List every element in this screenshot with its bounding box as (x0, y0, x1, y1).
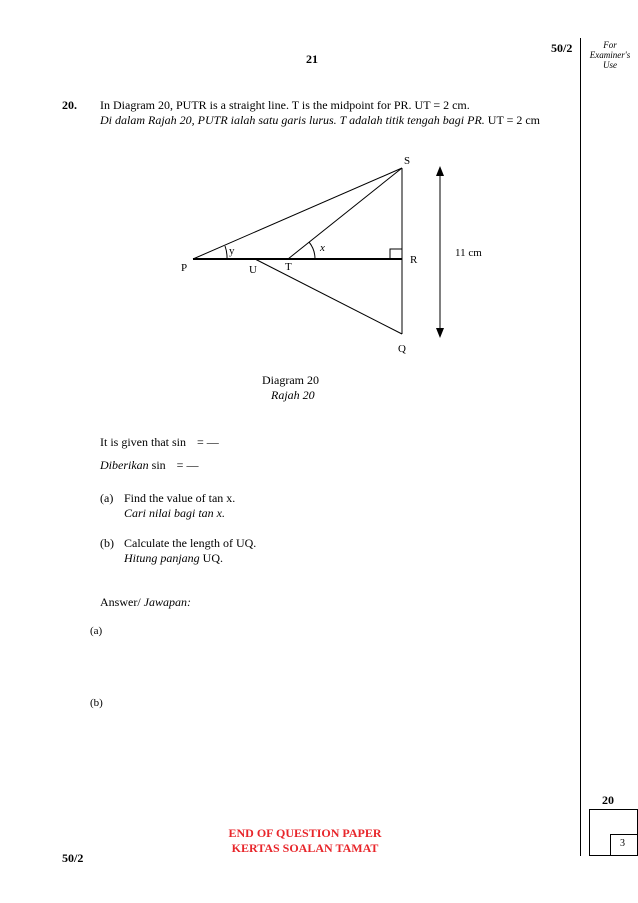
label-Q: Q (398, 343, 406, 355)
answer-label-en: Answer/ (100, 595, 141, 609)
given-en (100, 435, 219, 450)
label-angle-x: x (320, 242, 325, 254)
answer-part-b: (b) (90, 697, 103, 709)
paper-code-header: 50/2 (551, 41, 573, 55)
given-ms (100, 458, 198, 473)
end-of-paper-ms: KERTAS SOALAN TAMAT (231, 841, 379, 855)
given-en-equation: = — (197, 435, 219, 449)
examiner-header-line: Use (603, 60, 617, 70)
label-U: U (249, 264, 257, 276)
paper-code-footer: 50/2 (62, 851, 84, 865)
part-b-label: (b) (100, 536, 114, 550)
angle-arc-x (309, 242, 315, 259)
marks-question-number: 20 (602, 793, 614, 807)
height-arrow-head-top (436, 166, 444, 176)
diagram-caption-ms: Rajah 20 (271, 388, 315, 402)
height-arrow-head-bottom (436, 328, 444, 338)
label-R: R (410, 254, 418, 266)
right-angle-marker (390, 249, 402, 259)
answer-label-ms: Jawapan: (140, 595, 191, 609)
part-b-ms-tail: UQ. (199, 551, 224, 565)
line-PS (193, 168, 402, 259)
answer-part-a: (a) (90, 625, 103, 637)
examiner-header-line: For (603, 40, 617, 50)
question-text-en: In Diagram 20, PUTR is a straight line. T is the midpoint for PR. UT = 2 cm. (100, 98, 470, 112)
part-b-ms (124, 551, 223, 566)
label-height: 11 cm (455, 247, 482, 259)
given-ms-sin: sin (148, 458, 166, 472)
label-S: S (404, 155, 411, 167)
question-text-ms-tail: UT = 2 cm (484, 113, 541, 127)
answer-label (100, 595, 191, 610)
question-number: 20. (62, 98, 77, 112)
line-TS (288, 168, 402, 259)
given-ms-text: Diberikan (100, 458, 149, 472)
label-T: T (285, 261, 292, 273)
part-b-ms-italic: Hitung panjang (124, 551, 200, 565)
question-text-ms-italic: Di dalam Rajah 20, PUTR ialah satu garis lurus. T adalah titik tengah bagi PR. (100, 113, 485, 127)
label-angle-y: y (229, 245, 235, 257)
part-a-ms: Cari nilai bagi tan x. (124, 506, 226, 520)
part-a-label: (a) (100, 491, 114, 505)
angle-arc-y (225, 246, 227, 259)
marks-total: 3 (620, 838, 625, 849)
part-b-en: Calculate the length of UQ. (124, 536, 257, 550)
part-a-en: Find the value of tan x. (124, 491, 236, 505)
diagram-caption-en: Diagram 20 (262, 373, 319, 387)
page-number: 21 (306, 52, 318, 66)
given-ms-equation: = — (176, 458, 199, 472)
given-en-text: It is given that sin (100, 435, 186, 449)
line-UQ (255, 259, 402, 334)
examiner-header-line: Examiner's (589, 50, 631, 60)
end-of-paper-en: END OF QUESTION PAPER (228, 826, 382, 840)
label-P: P (181, 262, 188, 274)
